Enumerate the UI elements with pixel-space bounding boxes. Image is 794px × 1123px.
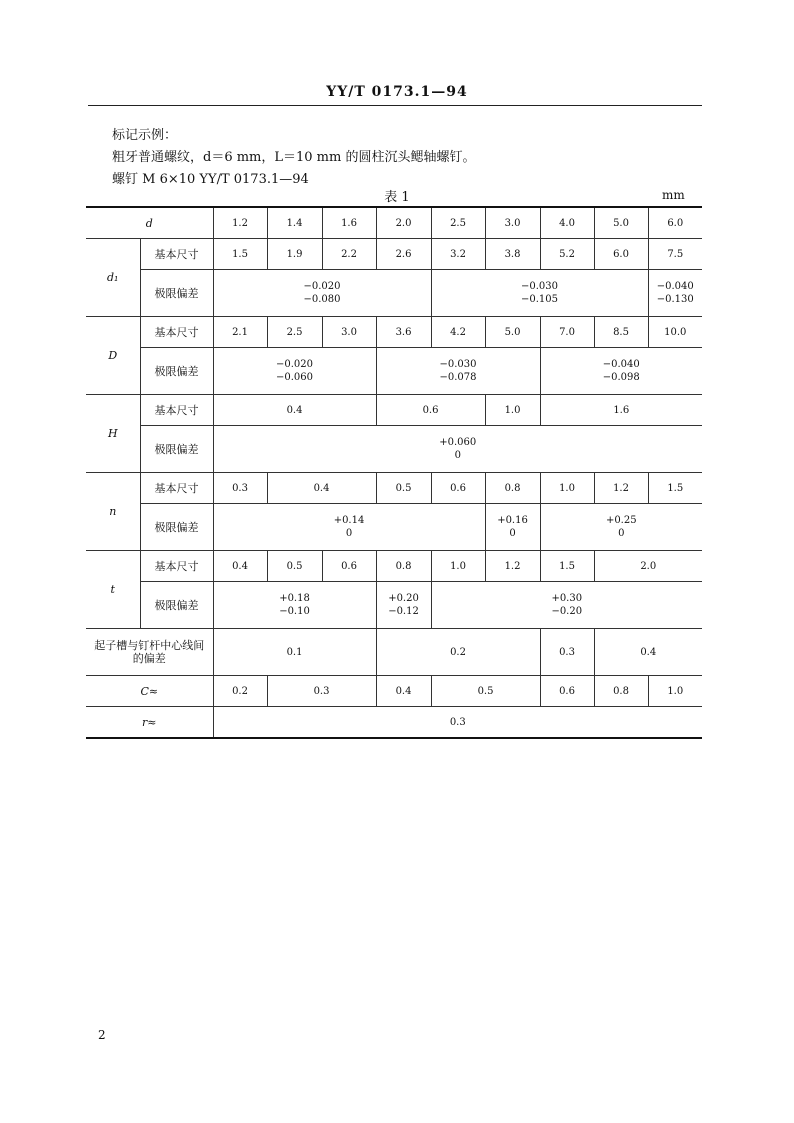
cell: 1.2: [213, 207, 267, 239]
label-tolerance: 极限偏差: [140, 270, 213, 317]
example-designation: 螺钉 M 6×10 YY/T 0173.1—94: [112, 172, 309, 187]
cell: 1.6: [322, 207, 376, 239]
label-basic: 基本尺寸: [140, 239, 213, 270]
table-row-H-tol: [86, 426, 702, 473]
cell: 0.1: [213, 629, 376, 676]
cell: 2.5: [431, 207, 485, 239]
cell: 1.0: [431, 551, 485, 582]
label-slot-offset: 起子槽与钉杆中心线间的偏差: [86, 629, 213, 676]
cell: 1.0: [540, 473, 594, 504]
cell: 0.5: [431, 676, 540, 707]
cell: 5.0: [594, 207, 648, 239]
cell: 0.4: [267, 473, 376, 504]
page-number: 2: [98, 1028, 106, 1042]
tolerance-cell: −0.030 −0.105: [431, 270, 648, 317]
cell: 0.3: [540, 629, 594, 676]
cell: 4.2: [431, 317, 485, 348]
table-row-r: [86, 707, 702, 739]
cell: 1.2: [594, 473, 648, 504]
cell: 3.0: [322, 317, 376, 348]
cell: 0.3: [267, 676, 376, 707]
cell: 0.8: [485, 473, 540, 504]
label-basic: 基本尺寸: [140, 473, 213, 504]
cell: 0.4: [213, 395, 376, 426]
example-heading: 标记示例：: [112, 128, 178, 143]
cell: 1.6: [540, 395, 702, 426]
tolerance-cell: +0.16 0: [485, 504, 540, 551]
cell: 2.5: [267, 317, 322, 348]
cell: 1.2: [485, 551, 540, 582]
cell: 3.8: [485, 239, 540, 270]
cell: 2.0: [594, 551, 702, 582]
label-r: r≈: [86, 707, 213, 739]
cell: 0.6: [376, 395, 485, 426]
cell: 0.8: [594, 676, 648, 707]
document-header: YY/T 0173.1—94: [326, 84, 468, 100]
cell: 5.2: [540, 239, 594, 270]
label-basic: 基本尺寸: [140, 317, 213, 348]
cell: 0.2: [213, 676, 267, 707]
table-row-slot: [86, 629, 702, 676]
cell: 0.5: [376, 473, 431, 504]
table-row-d: [86, 207, 702, 239]
table-row-d1-basic: [86, 239, 702, 270]
label-d: d: [86, 207, 213, 239]
cell: 0.6: [431, 473, 485, 504]
cell: 8.5: [594, 317, 648, 348]
cell: 1.0: [485, 395, 540, 426]
cell: 1.4: [267, 207, 322, 239]
label-D: D: [86, 317, 140, 395]
cell: 1.9: [267, 239, 322, 270]
tolerance-cell: −0.020 −0.060: [213, 348, 376, 395]
tolerance-cell: +0.20 −0.12: [376, 582, 431, 629]
label-tolerance: 极限偏差: [140, 582, 213, 629]
label-t: t: [86, 551, 140, 629]
cell: 0.8: [376, 551, 431, 582]
label-tolerance: 极限偏差: [140, 426, 213, 473]
table-row-n-basic: [86, 473, 702, 504]
example-description: 粗牙普通螺纹，d＝6 mm，L＝10 mm 的圆柱沉头鳃轴螺钉。: [112, 150, 476, 165]
cell: 7.0: [540, 317, 594, 348]
label-tolerance: 极限偏差: [140, 504, 213, 551]
cell: 2.6: [376, 239, 431, 270]
table-row-n-tol: [86, 504, 702, 551]
tolerance-cell: +0.30 −0.20: [431, 582, 702, 629]
tolerance-cell: −0.040 −0.130: [648, 270, 702, 317]
cell: 0.2: [376, 629, 540, 676]
table-row-d1-tol: [86, 270, 702, 317]
table-row-H-basic: [86, 395, 702, 426]
cell: 5.0: [485, 317, 540, 348]
dimension-table: [86, 206, 702, 739]
tolerance-cell: −0.040 −0.098: [540, 348, 702, 395]
tolerance-cell: +0.060 0: [213, 426, 702, 473]
table-row-t-basic: [86, 551, 702, 582]
cell: 6.0: [594, 239, 648, 270]
cell: 0.6: [322, 551, 376, 582]
tolerance-cell: +0.25 0: [540, 504, 702, 551]
cell: 2.1: [213, 317, 267, 348]
cell: 3.6: [376, 317, 431, 348]
cell: 0.4: [213, 551, 267, 582]
cell: 6.0: [648, 207, 702, 239]
cell: 0.4: [376, 676, 431, 707]
cell: 0.5: [267, 551, 322, 582]
cell: 2.2: [322, 239, 376, 270]
label-d1: d₁: [86, 239, 140, 317]
cell: 3.0: [485, 207, 540, 239]
cell: 1.5: [648, 473, 702, 504]
tolerance-cell: +0.18 −0.10: [213, 582, 376, 629]
cell: 10.0: [648, 317, 702, 348]
cell: 0.4: [594, 629, 702, 676]
cell: 7.5: [648, 239, 702, 270]
label-n: n: [86, 473, 140, 551]
cell: 0.3: [213, 707, 702, 739]
cell: 4.0: [540, 207, 594, 239]
table-row-C: [86, 676, 702, 707]
table-row-D-basic: [86, 317, 702, 348]
tolerance-cell: −0.030 −0.078: [376, 348, 540, 395]
cell: 0.3: [213, 473, 267, 504]
label-H: H: [86, 395, 140, 473]
label-basic: 基本尺寸: [140, 395, 213, 426]
label-basic: 基本尺寸: [140, 551, 213, 582]
cell: 1.5: [213, 239, 267, 270]
tolerance-cell: +0.14 0: [213, 504, 485, 551]
cell: 1.0: [648, 676, 702, 707]
table-row-t-tol: [86, 582, 702, 629]
header-rule: [88, 105, 702, 106]
cell: 2.0: [376, 207, 431, 239]
cell: 3.2: [431, 239, 485, 270]
table-row-D-tol: [86, 348, 702, 395]
table-caption: 表 1: [384, 190, 410, 205]
table-unit: mm: [662, 188, 685, 202]
label-C: C≈: [86, 676, 213, 707]
label-tolerance: 极限偏差: [140, 348, 213, 395]
cell: 0.6: [540, 676, 594, 707]
tolerance-cell: −0.020 −0.080: [213, 270, 431, 317]
cell: 1.5: [540, 551, 594, 582]
